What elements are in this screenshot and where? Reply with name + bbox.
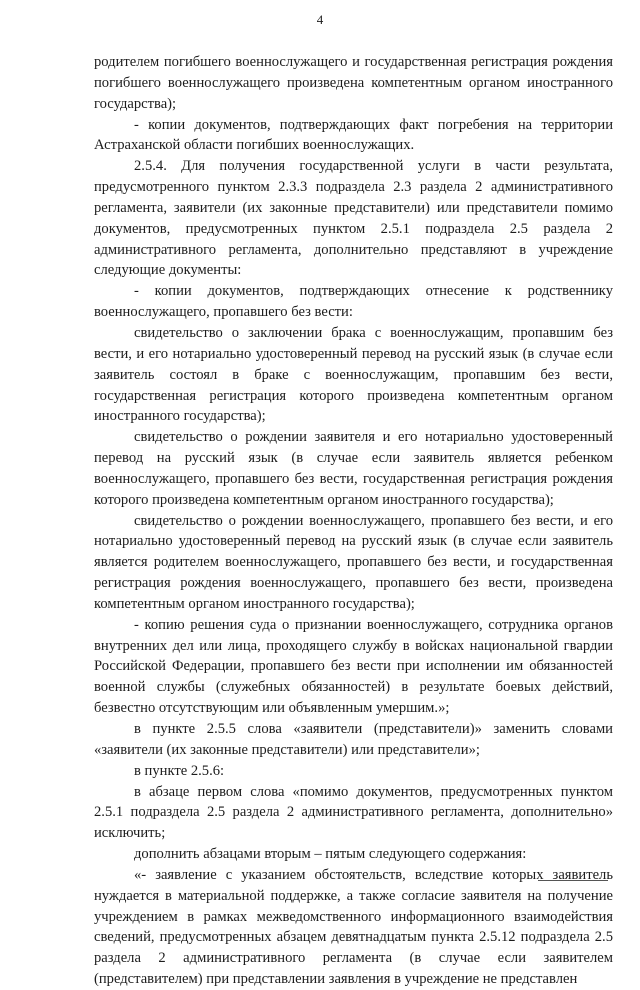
- paragraph-2: - копии документов, подтверждающих факт погребения на территории Астраханской области погибших военнослужащих.: [94, 116, 613, 154]
- page-number: 4: [316, 12, 324, 27]
- paragraph-10: в пункте 2.5.6:: [134, 762, 225, 779]
- paragraph-12: дополнить абзацами вторым – пятым следующего содержания:: [134, 846, 527, 863]
- footer-divider: [538, 880, 608, 881]
- paragraph-6: свидетельство о рождении заявителя и его нотариально удостоверенный перевод на русский язык (в случае если заявитель является ребенком военнослужащего, пропавшего без вести, государственная регистрация рождения которого произведена компетентным органом иностранного государства);: [94, 429, 613, 508]
- paragraph-11: в абзаце первом слова «помимо документов, предусмотренных пунктом 2.5.1 подраздела 2.5 раздела 2 административного регламента, дополнительно» исключить;: [94, 783, 613, 842]
- paragraph-7: свидетельство о рождении военнослужащего, пропавшего без вести, и его нотариально удостоверенный перевод на русский язык (в случае если заявитель является родителем военнослужащего, пропавшего без вести, и государственная регистрация рождения военнослужащего, пропавшего без вести, произведена компетентным органом иностранного государства);: [94, 512, 613, 612]
- document-body: [94, 52, 613, 990]
- paragraph-9: в пункте 2.5.5 слова «заявители (представители)» заменить словами «заявители (их законные представители) или представители»;: [94, 721, 613, 758]
- paragraph-8: - копию решения суда о признании военнослужащего, сотрудника органов внутренних дел или лица, проходящего службу в войсках национальной гвардии Российской Федерации, пропавшего без вести при исполнении им обязанностей военной службы (служебных обязанностей) в результате боевых действий, безвестно отсутствующим или объявленным умершим.»;: [94, 616, 613, 717]
- paragraph-4: - копии документов, подтверждающих отнесение к родственнику военнослужащего, пропавшего без вести:: [94, 283, 613, 321]
- paragraph-1: родителем погибшего военнослужащего и государственная регистрация рождения погибшего военнослужащего произведена компетентным органом иностранного государства);: [94, 54, 613, 112]
- paragraph-13: «- заявление с указанием обстоятельств, вследствие которых заявитель нуждается в материальной поддержке, а также согласие заявителя на получение учреждением в рамках межведомственного информационного взаимодействия сведений, предусмотренных абзацем девятнадцатым пункта 2.5.12 подраздела 2.5 раздела 2 административного регламента (в случае если заявителем (представителем) при представлении заявления в учреждение не представлен: [94, 866, 613, 988]
- paragraph-5: свидетельство о заключении брака с военнослужащим, пропавшим без вести, и его нотариально удостоверенный перевод на русский язык (в случае если заявитель состоял в браке с военнослужащим, пропавшим без вести, государственная регистрация которого произведена компетентным органом иностранного государства);: [94, 324, 613, 425]
- paragraph-3: 2.5.4. Для получения государственной услуги в части результата, предусмотренного пунктом 2.3.3 подраздела 2.3 раздела 2 административного регламента, заявители (их законные представители) или представители помимо документов, предусмотренных пунктом 2.5.1 подраздела 2.5 раздела 2 административного регламента, дополнительно представляют в учреждение следующие документы:: [94, 158, 613, 279]
